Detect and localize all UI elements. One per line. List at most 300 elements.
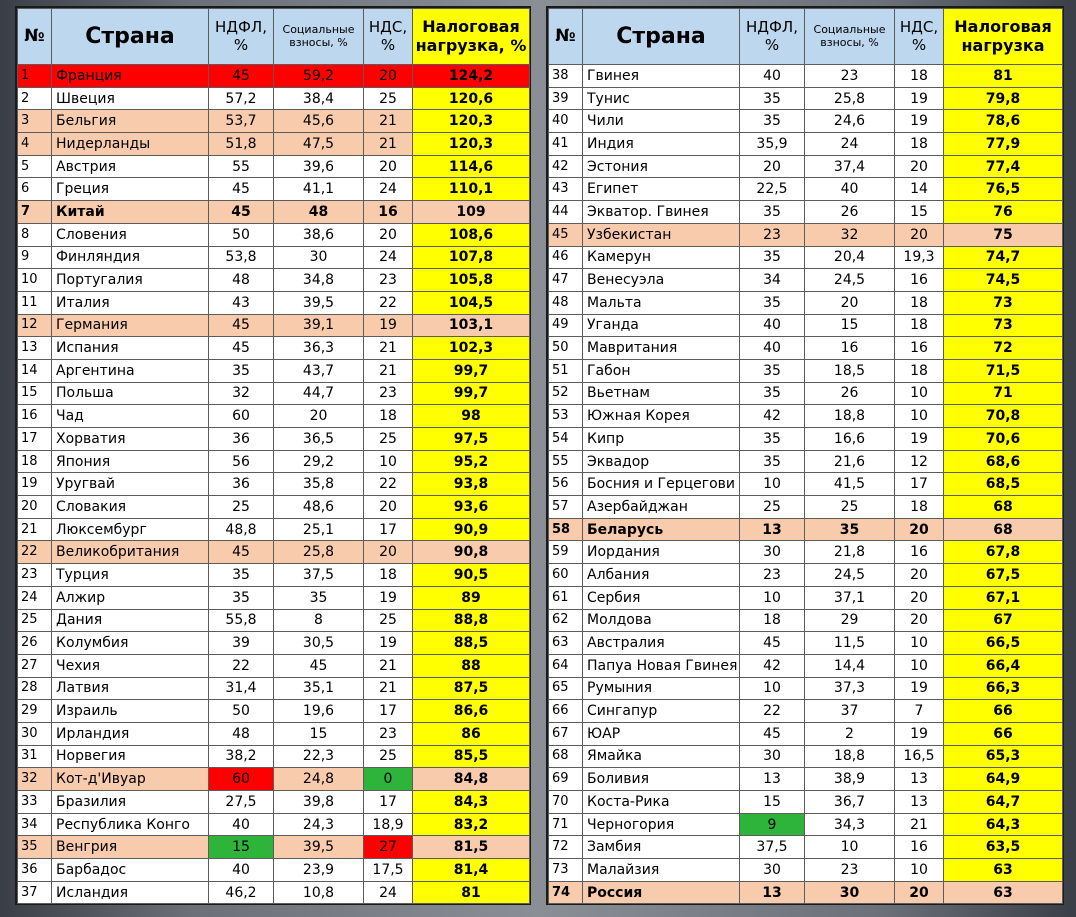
social-contrib-value: 35,1 [274,677,364,700]
social-contrib-value: 36,7 [805,791,895,814]
ndfl-value: 13 [740,768,805,791]
nds-value: 18 [895,359,944,382]
row-number: 8 [18,223,52,246]
social-contrib-value: 18,8 [805,745,895,768]
row-number: 69 [549,768,583,791]
social-contrib-value: 59,2 [274,65,364,88]
tax-load-value: 63 [944,881,1063,904]
social-contrib-value: 29 [805,609,895,632]
tax-load-value: 86 [413,722,530,745]
social-contrib-value: 30 [805,881,895,904]
nds-value: 0 [364,768,413,791]
ndfl-value: 30 [740,859,805,882]
nds-value: 20 [895,609,944,632]
nds-value: 23 [364,382,413,405]
country-name: Иордания [583,541,740,564]
row-number: 65 [549,677,583,700]
tax-load-value: 78,6 [944,110,1063,133]
country-name: Дания [52,609,209,632]
nds-value: 18 [895,291,944,314]
table-row [18,586,530,609]
social-contrib-value: 37,4 [805,155,895,178]
country-name: Сингапур [583,700,740,723]
social-contrib-value: 20 [805,291,895,314]
table-row [18,609,530,632]
table-row [18,269,530,292]
table-row [549,700,1063,723]
country-name: Испания [52,337,209,360]
country-name: Аргентина [52,359,209,382]
ndfl-value: 53,8 [209,246,274,269]
table-row [18,541,530,564]
country-name: Мальта [583,291,740,314]
country-name: Италия [52,291,209,314]
tax-load-value: 70,8 [944,405,1063,428]
table-row [18,155,530,178]
table-row [18,791,530,814]
nds-value: 18 [364,405,413,428]
row-number: 44 [549,201,583,224]
row-number: 72 [549,836,583,859]
country-name: Барбадос [52,859,209,882]
social-contrib-value: 20 [274,405,364,428]
row-number: 71 [549,813,583,836]
social-contrib-value: 24,3 [274,813,364,836]
row-number: 21 [18,518,52,541]
table-row [18,564,530,587]
nds-value: 19 [895,428,944,451]
tax-load-value: 71 [944,382,1063,405]
tax-load-value: 77,9 [944,133,1063,156]
country-name: Гвинея [583,65,740,88]
nds-value: 10 [364,450,413,473]
tax-load-value: 70,6 [944,428,1063,451]
ndfl-value: 35 [740,450,805,473]
table-row [549,768,1063,791]
row-number: 3 [18,110,52,133]
table-row [549,223,1063,246]
nds-value: 17 [364,700,413,723]
ndfl-value: 25 [740,496,805,519]
table-row [18,337,530,360]
nds-value: 21 [364,677,413,700]
tax-load-value: 73 [944,314,1063,337]
ndfl-value: 35 [740,382,805,405]
ndfl-value: 38,2 [209,745,274,768]
ndfl-value: 10 [740,586,805,609]
ndfl-value: 30 [740,541,805,564]
ndfl-value: 45 [209,541,274,564]
country-name: Ирландия [52,722,209,745]
country-name: Бразилия [52,791,209,814]
ndfl-value: 50 [209,700,274,723]
ndfl-value: 35 [740,246,805,269]
social-contrib-value: 22,3 [274,745,364,768]
country-name: Франция [52,65,209,88]
social-contrib-value: 36,5 [274,428,364,451]
row-number: 41 [549,133,583,156]
ndfl-value: 37,5 [740,836,805,859]
table-row [549,201,1063,224]
tax-load-value: 81 [944,65,1063,88]
ndfl-value: 42 [740,405,805,428]
ndfl-value: 35 [740,110,805,133]
ndfl-value: 48,8 [209,518,274,541]
row-number: 15 [18,382,52,405]
nds-value: 10 [895,632,944,655]
ndfl-value: 23 [740,223,805,246]
social-contrib-value: 26 [805,201,895,224]
tax-table-left [15,6,531,905]
tax-load-value: 84,3 [413,791,530,814]
row-number: 42 [549,155,583,178]
table-row [549,269,1063,292]
nds-value: 17 [364,791,413,814]
table-row [18,496,530,519]
row-number: 34 [18,813,52,836]
country-name: Румыния [583,677,740,700]
social-contrib-value: 14,4 [805,654,895,677]
nds-value: 21 [364,133,413,156]
social-contrib-value: 44,7 [274,382,364,405]
table-row [549,541,1063,564]
table-row [18,133,530,156]
table-row [18,178,530,201]
ndfl-value: 10 [740,473,805,496]
ndfl-value: 35 [209,564,274,587]
table-row [549,586,1063,609]
ndfl-value: 56 [209,450,274,473]
social-contrib-value: 45 [274,654,364,677]
country-name: Уганда [583,314,740,337]
row-number: 30 [18,722,52,745]
nds-value: 18 [364,564,413,587]
nds-value: 20 [364,155,413,178]
social-contrib-value: 39,1 [274,314,364,337]
social-contrib-value: 41,1 [274,178,364,201]
table-row [549,314,1063,337]
tax-load-value: 66,5 [944,632,1063,655]
header-tax-load: Налоговая нагрузка, % [413,9,530,65]
tax-load-value: 120,3 [413,110,530,133]
row-number: 12 [18,314,52,337]
ndfl-value: 18 [740,609,805,632]
nds-value: 10 [895,859,944,882]
row-number: 11 [18,291,52,314]
row-number: 68 [549,745,583,768]
row-number: 67 [549,722,583,745]
social-contrib-value: 8 [274,609,364,632]
tax-load-value: 84,8 [413,768,530,791]
row-number: 29 [18,700,52,723]
row-number: 28 [18,677,52,700]
country-name: Экватор. Гвинея [583,201,740,224]
social-contrib-value: 23 [805,859,895,882]
header-row [18,9,530,65]
ndfl-value: 22 [209,654,274,677]
social-contrib-value: 23,9 [274,859,364,882]
social-contrib-value: 15 [274,722,364,745]
row-number: 6 [18,178,52,201]
tax-load-value: 75 [944,223,1063,246]
social-contrib-value: 24,8 [274,768,364,791]
tax-load-value: 90,9 [413,518,530,541]
country-name: Азербайджан [583,496,740,519]
ndfl-value: 51,8 [209,133,274,156]
tax-load-value: 88 [413,654,530,677]
social-contrib-value: 18,5 [805,359,895,382]
country-name: Замбия [583,836,740,859]
ndfl-value: 55 [209,155,274,178]
nds-value: 24 [364,246,413,269]
row-number: 73 [549,859,583,882]
table-row [18,700,530,723]
row-number: 33 [18,791,52,814]
ndfl-value: 32 [209,382,274,405]
row-number: 4 [18,133,52,156]
tax-load-value: 63,5 [944,836,1063,859]
country-name: Бельгия [52,110,209,133]
header-num: № [18,9,52,65]
header-country: Страна [583,9,740,65]
social-contrib-value: 48 [274,201,364,224]
country-name: Германия [52,314,209,337]
nds-value: 20 [895,881,944,904]
ndfl-value: 43 [209,291,274,314]
nds-value: 27 [364,836,413,859]
row-number: 61 [549,586,583,609]
ndfl-value: 9 [740,813,805,836]
nds-value: 16 [895,836,944,859]
country-name: Беларусь [583,518,740,541]
table-row [549,178,1063,201]
table-row [18,223,530,246]
tax-load-value: 67,1 [944,586,1063,609]
ndfl-value: 45 [209,314,274,337]
social-contrib-value: 24,5 [805,269,895,292]
tax-load-value: 66 [944,700,1063,723]
social-contrib-value: 34,3 [805,813,895,836]
country-name: Нидерланды [52,133,209,156]
ndfl-value: 22 [740,700,805,723]
tax-load-value: 63 [944,859,1063,882]
nds-value: 18,9 [364,813,413,836]
ndfl-value: 50 [209,223,274,246]
row-number: 14 [18,359,52,382]
tax-load-value: 72 [944,337,1063,360]
table-row [18,722,530,745]
nds-value: 13 [895,791,944,814]
table-right [548,8,1063,904]
nds-value: 24 [364,178,413,201]
country-name: Эквадор [583,450,740,473]
table-row [18,836,530,859]
social-contrib-value: 40 [805,178,895,201]
table-row [18,677,530,700]
row-number: 64 [549,654,583,677]
tax-load-value: 108,6 [413,223,530,246]
row-number: 31 [18,745,52,768]
country-name: Индия [583,133,740,156]
country-name: Колумбия [52,632,209,655]
social-contrib-value: 30,5 [274,632,364,655]
ndfl-value: 45 [209,65,274,88]
social-contrib-value: 23 [805,65,895,88]
tax-load-value: 110,1 [413,178,530,201]
table-row [549,291,1063,314]
tax-load-value: 120,6 [413,87,530,110]
table-row [18,450,530,473]
tax-load-value: 109 [413,201,530,224]
ndfl-value: 13 [740,518,805,541]
nds-value: 19 [895,110,944,133]
nds-value: 20 [364,496,413,519]
tax-load-value: 89 [413,586,530,609]
tax-load-value: 65,3 [944,745,1063,768]
ndfl-value: 40 [209,859,274,882]
row-number: 32 [18,768,52,791]
tax-load-value: 105,8 [413,269,530,292]
nds-value: 21 [364,359,413,382]
social-contrib-value: 19,6 [274,700,364,723]
social-contrib-value: 30 [274,246,364,269]
tax-load-value: 74,7 [944,246,1063,269]
row-number: 5 [18,155,52,178]
row-number: 7 [18,201,52,224]
nds-value: 10 [895,654,944,677]
ndfl-value: 10 [740,677,805,700]
row-number: 60 [549,564,583,587]
social-contrib-value: 10,8 [274,881,364,904]
country-name: Эстония [583,155,740,178]
table-row [549,496,1063,519]
table-row [549,836,1063,859]
tax-load-value: 68 [944,518,1063,541]
table-row [18,246,530,269]
table-row [18,382,530,405]
table-row [18,87,530,110]
tax-load-value: 81,5 [413,836,530,859]
nds-value: 22 [364,473,413,496]
tax-load-value: 93,8 [413,473,530,496]
nds-value: 24 [364,881,413,904]
ndfl-value: 42 [740,654,805,677]
ndfl-value: 31,4 [209,677,274,700]
social-contrib-value: 25,8 [805,87,895,110]
nds-value: 7 [895,700,944,723]
header-social: Социальные взносы, % [274,9,364,65]
social-contrib-value: 24 [805,133,895,156]
nds-value: 20 [895,564,944,587]
country-name: Польша [52,382,209,405]
table-body-right [549,65,1063,904]
row-number: 53 [549,405,583,428]
country-name: ЮАР [583,722,740,745]
table-row [18,473,530,496]
ndfl-value: 23 [740,564,805,587]
row-number: 74 [549,881,583,904]
social-contrib-value: 39,5 [274,836,364,859]
country-name: Молдова [583,609,740,632]
tax-load-value: 99,7 [413,382,530,405]
social-contrib-value: 47,5 [274,133,364,156]
social-contrib-value: 35 [805,518,895,541]
tax-load-value: 64,7 [944,791,1063,814]
ndfl-value: 35 [209,586,274,609]
table-row [549,881,1063,904]
table-row [18,359,530,382]
nds-value: 10 [895,382,944,405]
table-row [18,768,530,791]
table-row [18,110,530,133]
tax-load-value: 64,9 [944,768,1063,791]
country-name: Швеция [52,87,209,110]
tax-load-value: 67 [944,609,1063,632]
country-name: Турция [52,564,209,587]
table-row [18,813,530,836]
tax-load-value: 90,5 [413,564,530,587]
nds-value: 18 [895,314,944,337]
country-name: Вьетнам [583,382,740,405]
tax-load-value: 98 [413,405,530,428]
table-row [18,291,530,314]
country-name: Босния и Герцегови [583,473,740,496]
nds-value: 20 [895,223,944,246]
tax-load-value: 67,8 [944,541,1063,564]
table-row [549,564,1063,587]
social-contrib-value: 35,8 [274,473,364,496]
country-name: Венгрия [52,836,209,859]
row-number: 22 [18,541,52,564]
row-number: 37 [18,881,52,904]
social-contrib-value: 24,6 [805,110,895,133]
country-name: Норвегия [52,745,209,768]
row-number: 38 [549,65,583,88]
table-row [549,654,1063,677]
row-number: 35 [18,836,52,859]
table-row [549,518,1063,541]
country-name: Чехия [52,654,209,677]
tax-load-value: 66 [944,722,1063,745]
ndfl-value: 48 [209,269,274,292]
nds-value: 20 [364,223,413,246]
country-name: Австрия [52,155,209,178]
tax-load-value: 68,5 [944,473,1063,496]
ndfl-value: 46,2 [209,881,274,904]
social-contrib-value: 38,4 [274,87,364,110]
country-name: Австралия [583,632,740,655]
tax-load-value: 81,4 [413,859,530,882]
country-name: Папуа Новая Гвинея [583,654,740,677]
header-row [549,9,1063,65]
social-contrib-value: 48,6 [274,496,364,519]
country-name: Финляндия [52,246,209,269]
social-contrib-value: 39,5 [274,291,364,314]
nds-value: 16 [895,541,944,564]
tax-load-value: 83,2 [413,813,530,836]
header-social: Социальные взносы, % [805,9,895,65]
tax-load-value: 79,8 [944,87,1063,110]
country-name: Черногория [583,813,740,836]
social-contrib-value: 37,3 [805,677,895,700]
tax-load-value: 95,2 [413,450,530,473]
nds-value: 25 [364,609,413,632]
country-name: Латвия [52,677,209,700]
social-contrib-value: 15 [805,314,895,337]
tax-load-value: 99,7 [413,359,530,382]
country-name: Китай [52,201,209,224]
country-name: Республика Конго [52,813,209,836]
